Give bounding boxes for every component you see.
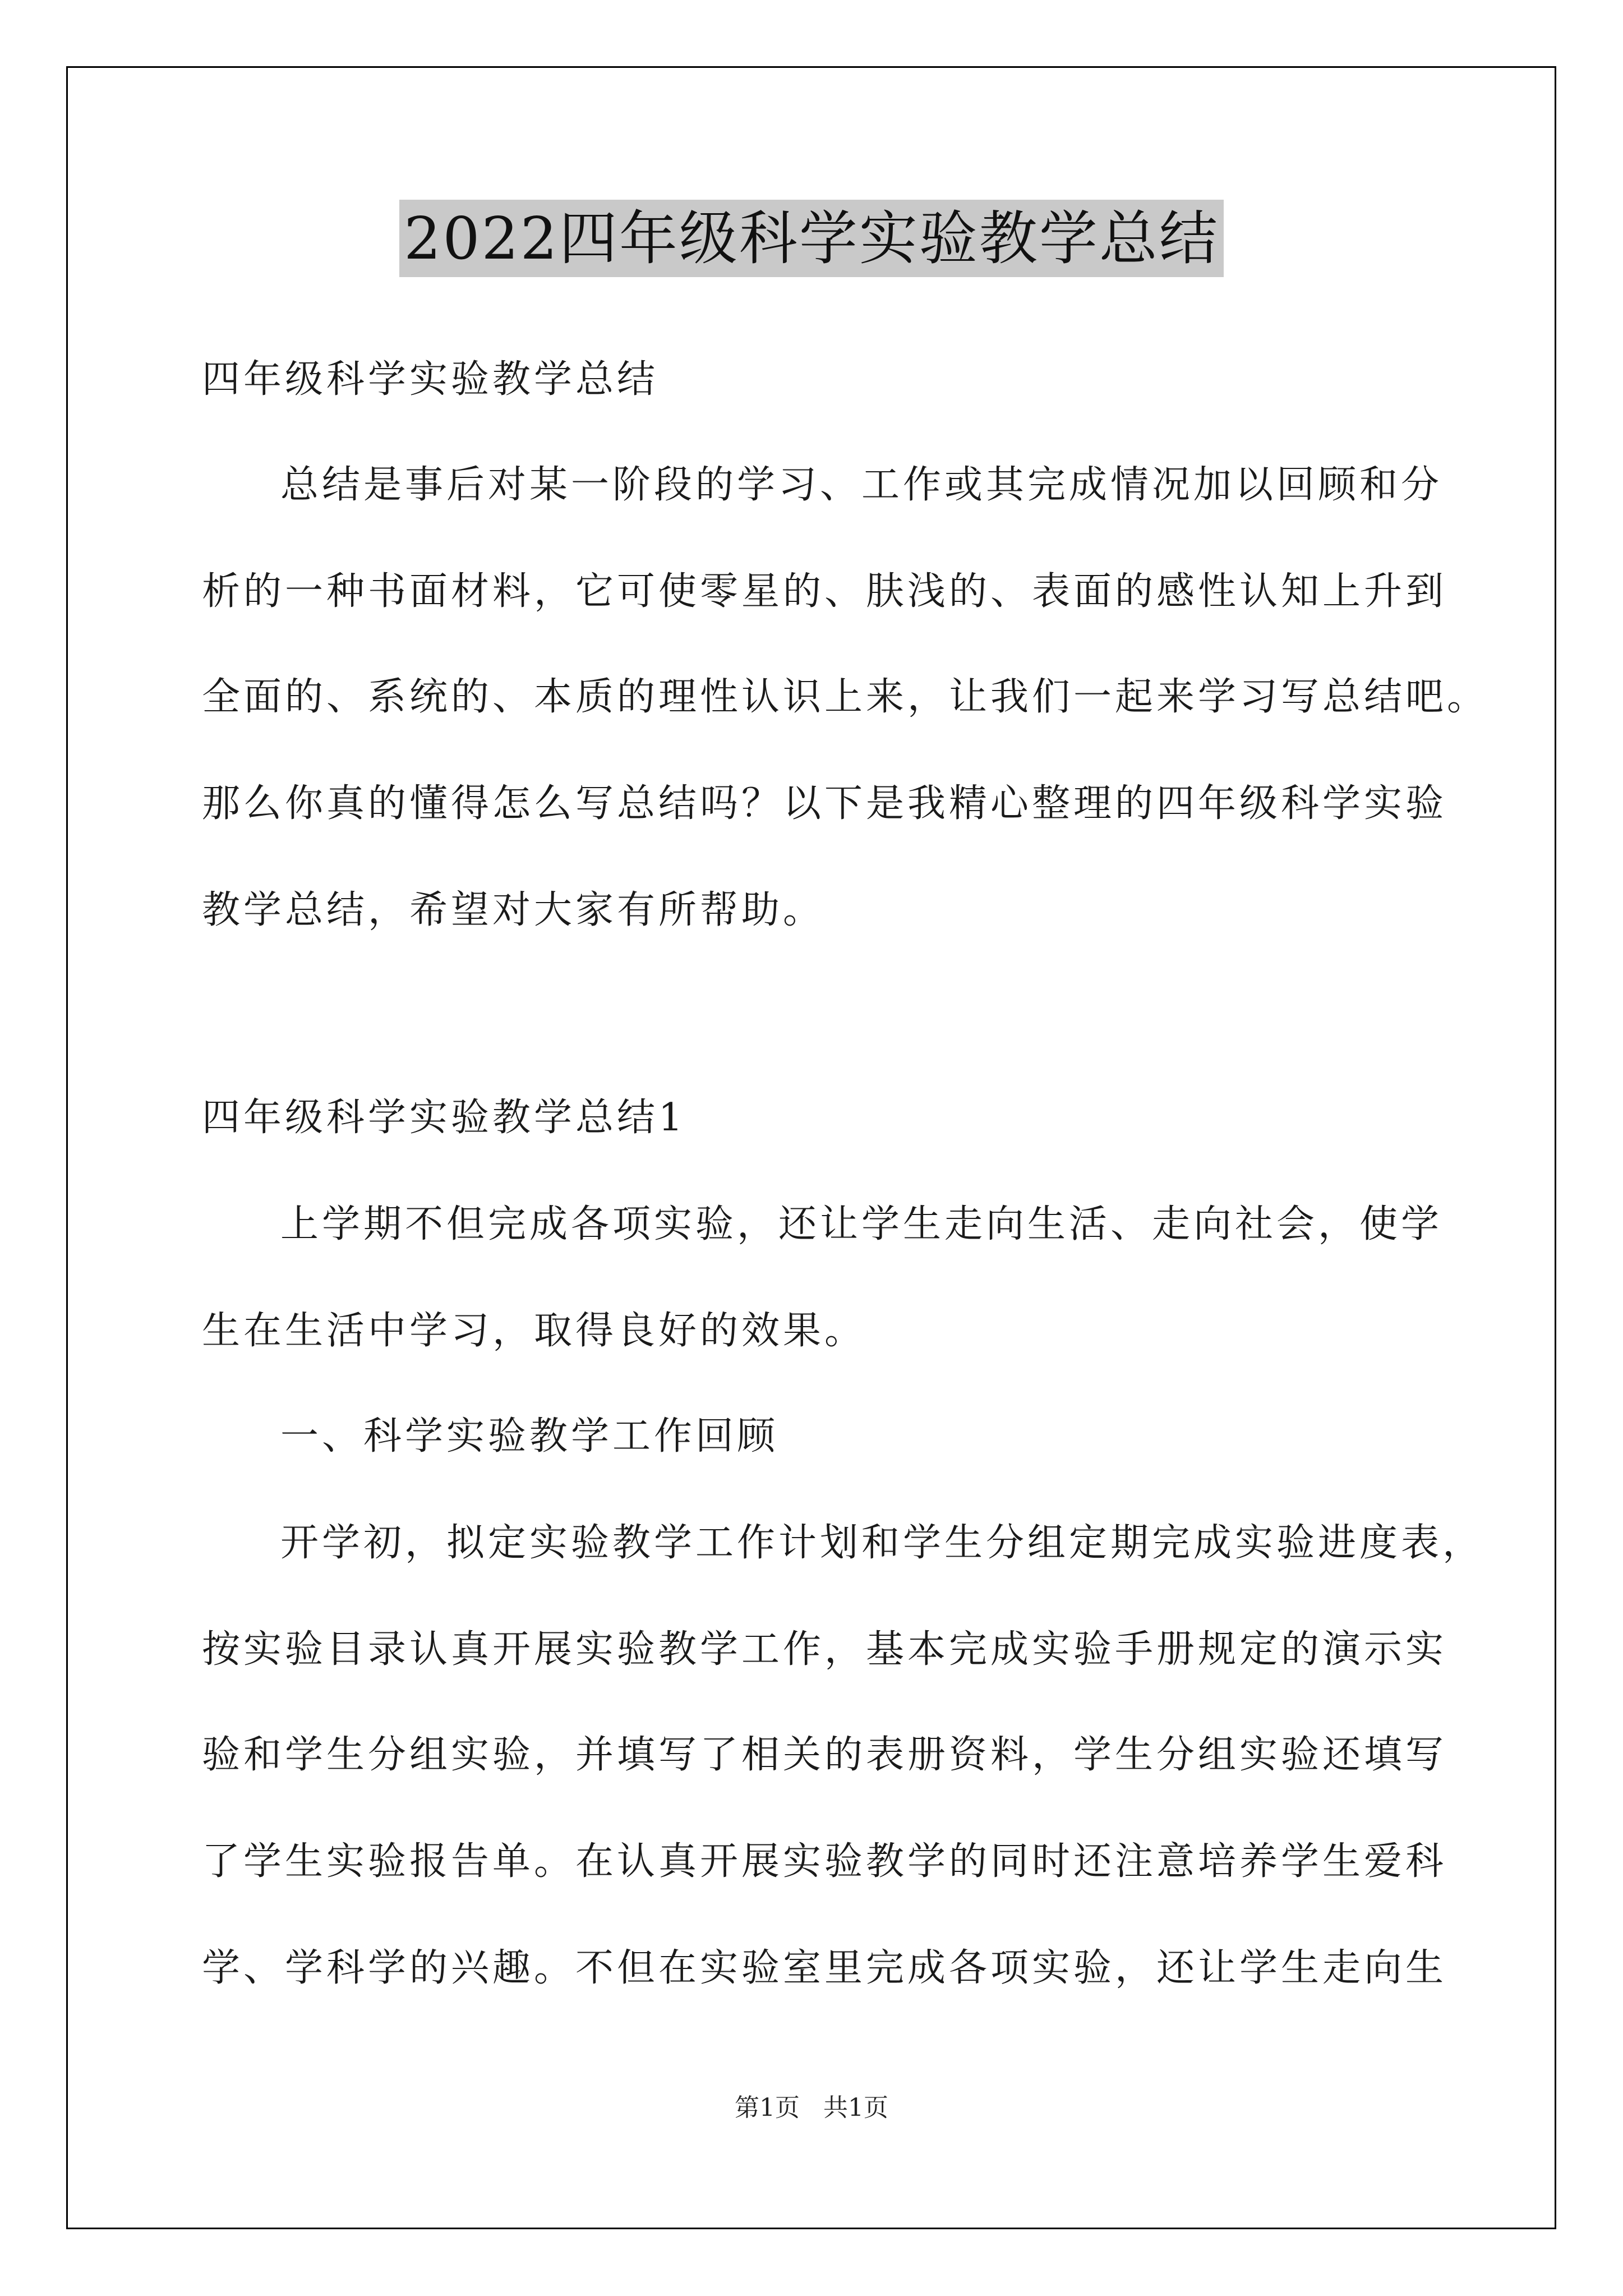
paragraph-line: 了学生实验报告单。在认真开展实验教学的同时还注意培养学生爱科	[202, 1839, 1447, 1884]
paragraph-line: 那么你真的懂得怎么写总结吗？以下是我精心整理的四年级科学实验	[202, 781, 1447, 826]
page-footer: 第1页 共1页	[735, 2093, 888, 2122]
paragraph-line: 上学期不但完成各项实验，还让学生走向生活、走向社会，使学	[280, 1202, 1443, 1246]
title-wrapper	[0, 200, 1623, 277]
document-title: 2022四年级科学实验教学总结	[399, 200, 1224, 277]
paragraph-line: 按实验目录认真开展实验教学工作，基本完成实验手册规定的演示实	[202, 1627, 1447, 1672]
paragraph-line: 开学初，拟定实验教学工作计划和学生分组定期完成实验进度表，	[280, 1521, 1484, 1565]
paragraph-line: 生在生活中学习，取得良好的效果。	[202, 1309, 866, 1353]
subtitle: 四年级科学实验教学总结	[202, 357, 659, 402]
paragraph-line: 析的一种书面材料，它可使零星的、肤浅的、表面的感性认知上升到	[202, 569, 1447, 614]
paragraph-line: 总结是事后对某一阶段的学习、工作或其完成情况加以回顾和分	[280, 463, 1443, 507]
paragraph-line: 全面的、系统的、本质的理性认识上来，让我们一起来学习写总结吧。	[202, 675, 1489, 719]
paragraph-line: 学、学科学的兴趣。不但在实验室里完成各项实验，还让学生走向生	[202, 1946, 1447, 1990]
paragraph-line: 验和学生分组实验，并填写了相关的表册资料，学生分组实验还填写	[202, 1733, 1447, 1777]
paragraph-line: 教学总结，希望对大家有所帮助。	[202, 888, 825, 932]
section-heading: 四年级科学实验教学总结1	[202, 1096, 686, 1140]
subsection-heading: 一、科学实验教学工作回顾	[280, 1414, 779, 1458]
